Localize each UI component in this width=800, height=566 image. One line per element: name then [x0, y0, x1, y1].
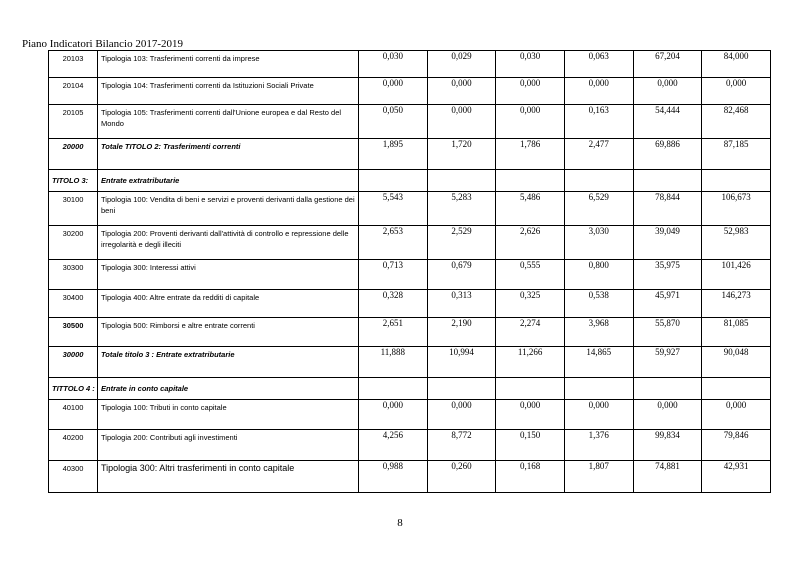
row-code: 30500 — [49, 318, 98, 347]
row-value: 59,927 — [633, 347, 702, 378]
table-row — [49, 461, 771, 493]
row-value: 78,844 — [633, 192, 702, 226]
row-value — [633, 378, 702, 400]
row-code: TITOLO 3: — [49, 170, 98, 192]
row-value: 0,050 — [359, 105, 428, 139]
row-description: Totale titolo 3 : Entrate extratributarie — [98, 347, 359, 378]
section-row — [49, 170, 771, 192]
row-value: 0,260 — [427, 461, 496, 493]
row-value: 0,313 — [427, 290, 496, 318]
row-code: 40200 — [49, 430, 98, 461]
row-value: 90,048 — [702, 347, 771, 378]
row-description: Tipologia 104: Trasferimenti correnti da Istituzioni Sociali Private — [98, 78, 359, 105]
row-value: 1,376 — [564, 430, 633, 461]
page-header-title: Piano Indicatori Bilancio 2017-2019 — [22, 38, 183, 50]
total-row — [49, 139, 771, 170]
row-value: 54,444 — [633, 105, 702, 139]
row-value: 0,713 — [359, 260, 428, 290]
row-code: 30100 — [49, 192, 98, 226]
row-description: Tipologia 300: Altri trasferimenti in conto capitale — [98, 461, 359, 493]
row-value: 5,486 — [496, 192, 565, 226]
row-description: Tipologia 200: Contributi agli investimenti — [98, 430, 359, 461]
row-value — [564, 378, 633, 400]
table-row — [49, 78, 771, 105]
row-value: 35,975 — [633, 260, 702, 290]
row-value — [702, 170, 771, 192]
table-row — [49, 318, 771, 347]
row-value: 0,000 — [359, 78, 428, 105]
row-value: 11,888 — [359, 347, 428, 378]
table-row — [49, 260, 771, 290]
row-value: 2,274 — [496, 318, 565, 347]
row-description: Tipologia 100: Tributi in conto capitale — [98, 400, 359, 430]
row-code: 40100 — [49, 400, 98, 430]
row-value: 2,477 — [564, 139, 633, 170]
row-value: 5,283 — [427, 192, 496, 226]
row-value: 39,049 — [633, 226, 702, 260]
row-value: 11,266 — [496, 347, 565, 378]
row-value: 82,468 — [702, 105, 771, 139]
row-value: 0,030 — [359, 51, 428, 78]
row-value: 5,543 — [359, 192, 428, 226]
row-value: 0,000 — [496, 400, 565, 430]
row-value: 2,626 — [496, 226, 565, 260]
row-value: 0,328 — [359, 290, 428, 318]
table-row — [49, 226, 771, 260]
table-row — [49, 400, 771, 430]
total-row — [49, 347, 771, 378]
row-value: 42,931 — [702, 461, 771, 493]
row-value: 0,000 — [633, 78, 702, 105]
row-value: 0,000 — [496, 105, 565, 139]
row-description: Tipologia 100: Vendita di beni e servizi e proventi derivanti dalla gestione dei beni — [98, 192, 359, 226]
row-value: 0,000 — [427, 105, 496, 139]
row-value: 0,555 — [496, 260, 565, 290]
row-code: 30000 — [49, 347, 98, 378]
row-value: 8,772 — [427, 430, 496, 461]
row-value: 2,529 — [427, 226, 496, 260]
indicators-table — [48, 50, 771, 493]
row-value: 79,846 — [702, 430, 771, 461]
table-row — [49, 105, 771, 139]
page-number: 8 — [397, 517, 403, 529]
row-description: Tipologia 400: Altre entrate da redditi di capitale — [98, 290, 359, 318]
row-code: 20103 — [49, 51, 98, 78]
row-description: Totale TITOLO 2: Trasferimenti correnti — [98, 139, 359, 170]
row-description: Tipologia 200: Proventi derivanti dall'attività di controllo e repressione delle irregolarità e degli illeciti — [98, 226, 359, 260]
row-description: Tipologia 105: Trasferimenti correnti dall'Unione europea e dal Resto del Mondo — [98, 105, 359, 139]
row-value: 1,895 — [359, 139, 428, 170]
row-code: 20105 — [49, 105, 98, 139]
row-value: 0,063 — [564, 51, 633, 78]
row-code: 30400 — [49, 290, 98, 318]
table-row — [49, 192, 771, 226]
row-value: 74,881 — [633, 461, 702, 493]
row-value: 3,968 — [564, 318, 633, 347]
row-value — [633, 170, 702, 192]
row-value: 0,800 — [564, 260, 633, 290]
row-value: 1,786 — [496, 139, 565, 170]
row-value: 146,273 — [702, 290, 771, 318]
row-value — [496, 378, 565, 400]
row-code: 30200 — [49, 226, 98, 260]
row-value — [427, 170, 496, 192]
row-value — [702, 378, 771, 400]
row-value: 101,426 — [702, 260, 771, 290]
row-value: 55,870 — [633, 318, 702, 347]
row-value: 0,325 — [496, 290, 565, 318]
row-value: 0,000 — [564, 78, 633, 105]
row-description: Entrate in conto capitale — [98, 378, 359, 400]
row-value — [564, 170, 633, 192]
table-row — [49, 430, 771, 461]
row-value: 0,000 — [702, 78, 771, 105]
row-value: 6,529 — [564, 192, 633, 226]
row-code: 30300 — [49, 260, 98, 290]
row-value: 67,204 — [633, 51, 702, 78]
row-code: TITTOLO 4 : — [49, 378, 98, 400]
row-code: 20000 — [49, 139, 98, 170]
row-value — [359, 170, 428, 192]
row-value: 4,256 — [359, 430, 428, 461]
row-value: 84,000 — [702, 51, 771, 78]
row-value — [359, 378, 428, 400]
row-value: 1,720 — [427, 139, 496, 170]
row-value: 0,168 — [496, 461, 565, 493]
row-value: 0,163 — [564, 105, 633, 139]
row-description: Tipologia 103: Trasferimenti correnti da imprese — [98, 51, 359, 78]
row-value: 10,994 — [427, 347, 496, 378]
row-value: 3,030 — [564, 226, 633, 260]
row-value: 2,190 — [427, 318, 496, 347]
row-value: 81,085 — [702, 318, 771, 347]
row-value: 0,030 — [496, 51, 565, 78]
row-value: 106,673 — [702, 192, 771, 226]
row-value: 0,000 — [496, 78, 565, 105]
row-value: 1,807 — [564, 461, 633, 493]
row-value: 0,538 — [564, 290, 633, 318]
row-value: 2,651 — [359, 318, 428, 347]
row-value: 87,185 — [702, 139, 771, 170]
row-value: 0,029 — [427, 51, 496, 78]
row-value: 0,000 — [564, 400, 633, 430]
row-code: 20104 — [49, 78, 98, 105]
table-row — [49, 290, 771, 318]
row-value — [427, 378, 496, 400]
row-value: 45,971 — [633, 290, 702, 318]
row-value: 99,834 — [633, 430, 702, 461]
row-description: Entrate extratributarie — [98, 170, 359, 192]
row-value: 0,000 — [633, 400, 702, 430]
row-value: 0,000 — [702, 400, 771, 430]
row-value: 0,988 — [359, 461, 428, 493]
row-value — [496, 170, 565, 192]
row-value: 52,983 — [702, 226, 771, 260]
row-value: 0,150 — [496, 430, 565, 461]
row-code: 40300 — [49, 461, 98, 493]
row-value: 0,000 — [359, 400, 428, 430]
row-description: Tipologia 300: Interessi attivi — [98, 260, 359, 290]
section-row — [49, 378, 771, 400]
row-value: 2,653 — [359, 226, 428, 260]
row-description: Tipologia 500: Rimborsi e altre entrate correnti — [98, 318, 359, 347]
table-row — [49, 51, 771, 78]
row-value: 0,000 — [427, 400, 496, 430]
row-value: 69,886 — [633, 139, 702, 170]
row-value: 0,000 — [427, 78, 496, 105]
row-value: 0,679 — [427, 260, 496, 290]
row-value: 14,865 — [564, 347, 633, 378]
